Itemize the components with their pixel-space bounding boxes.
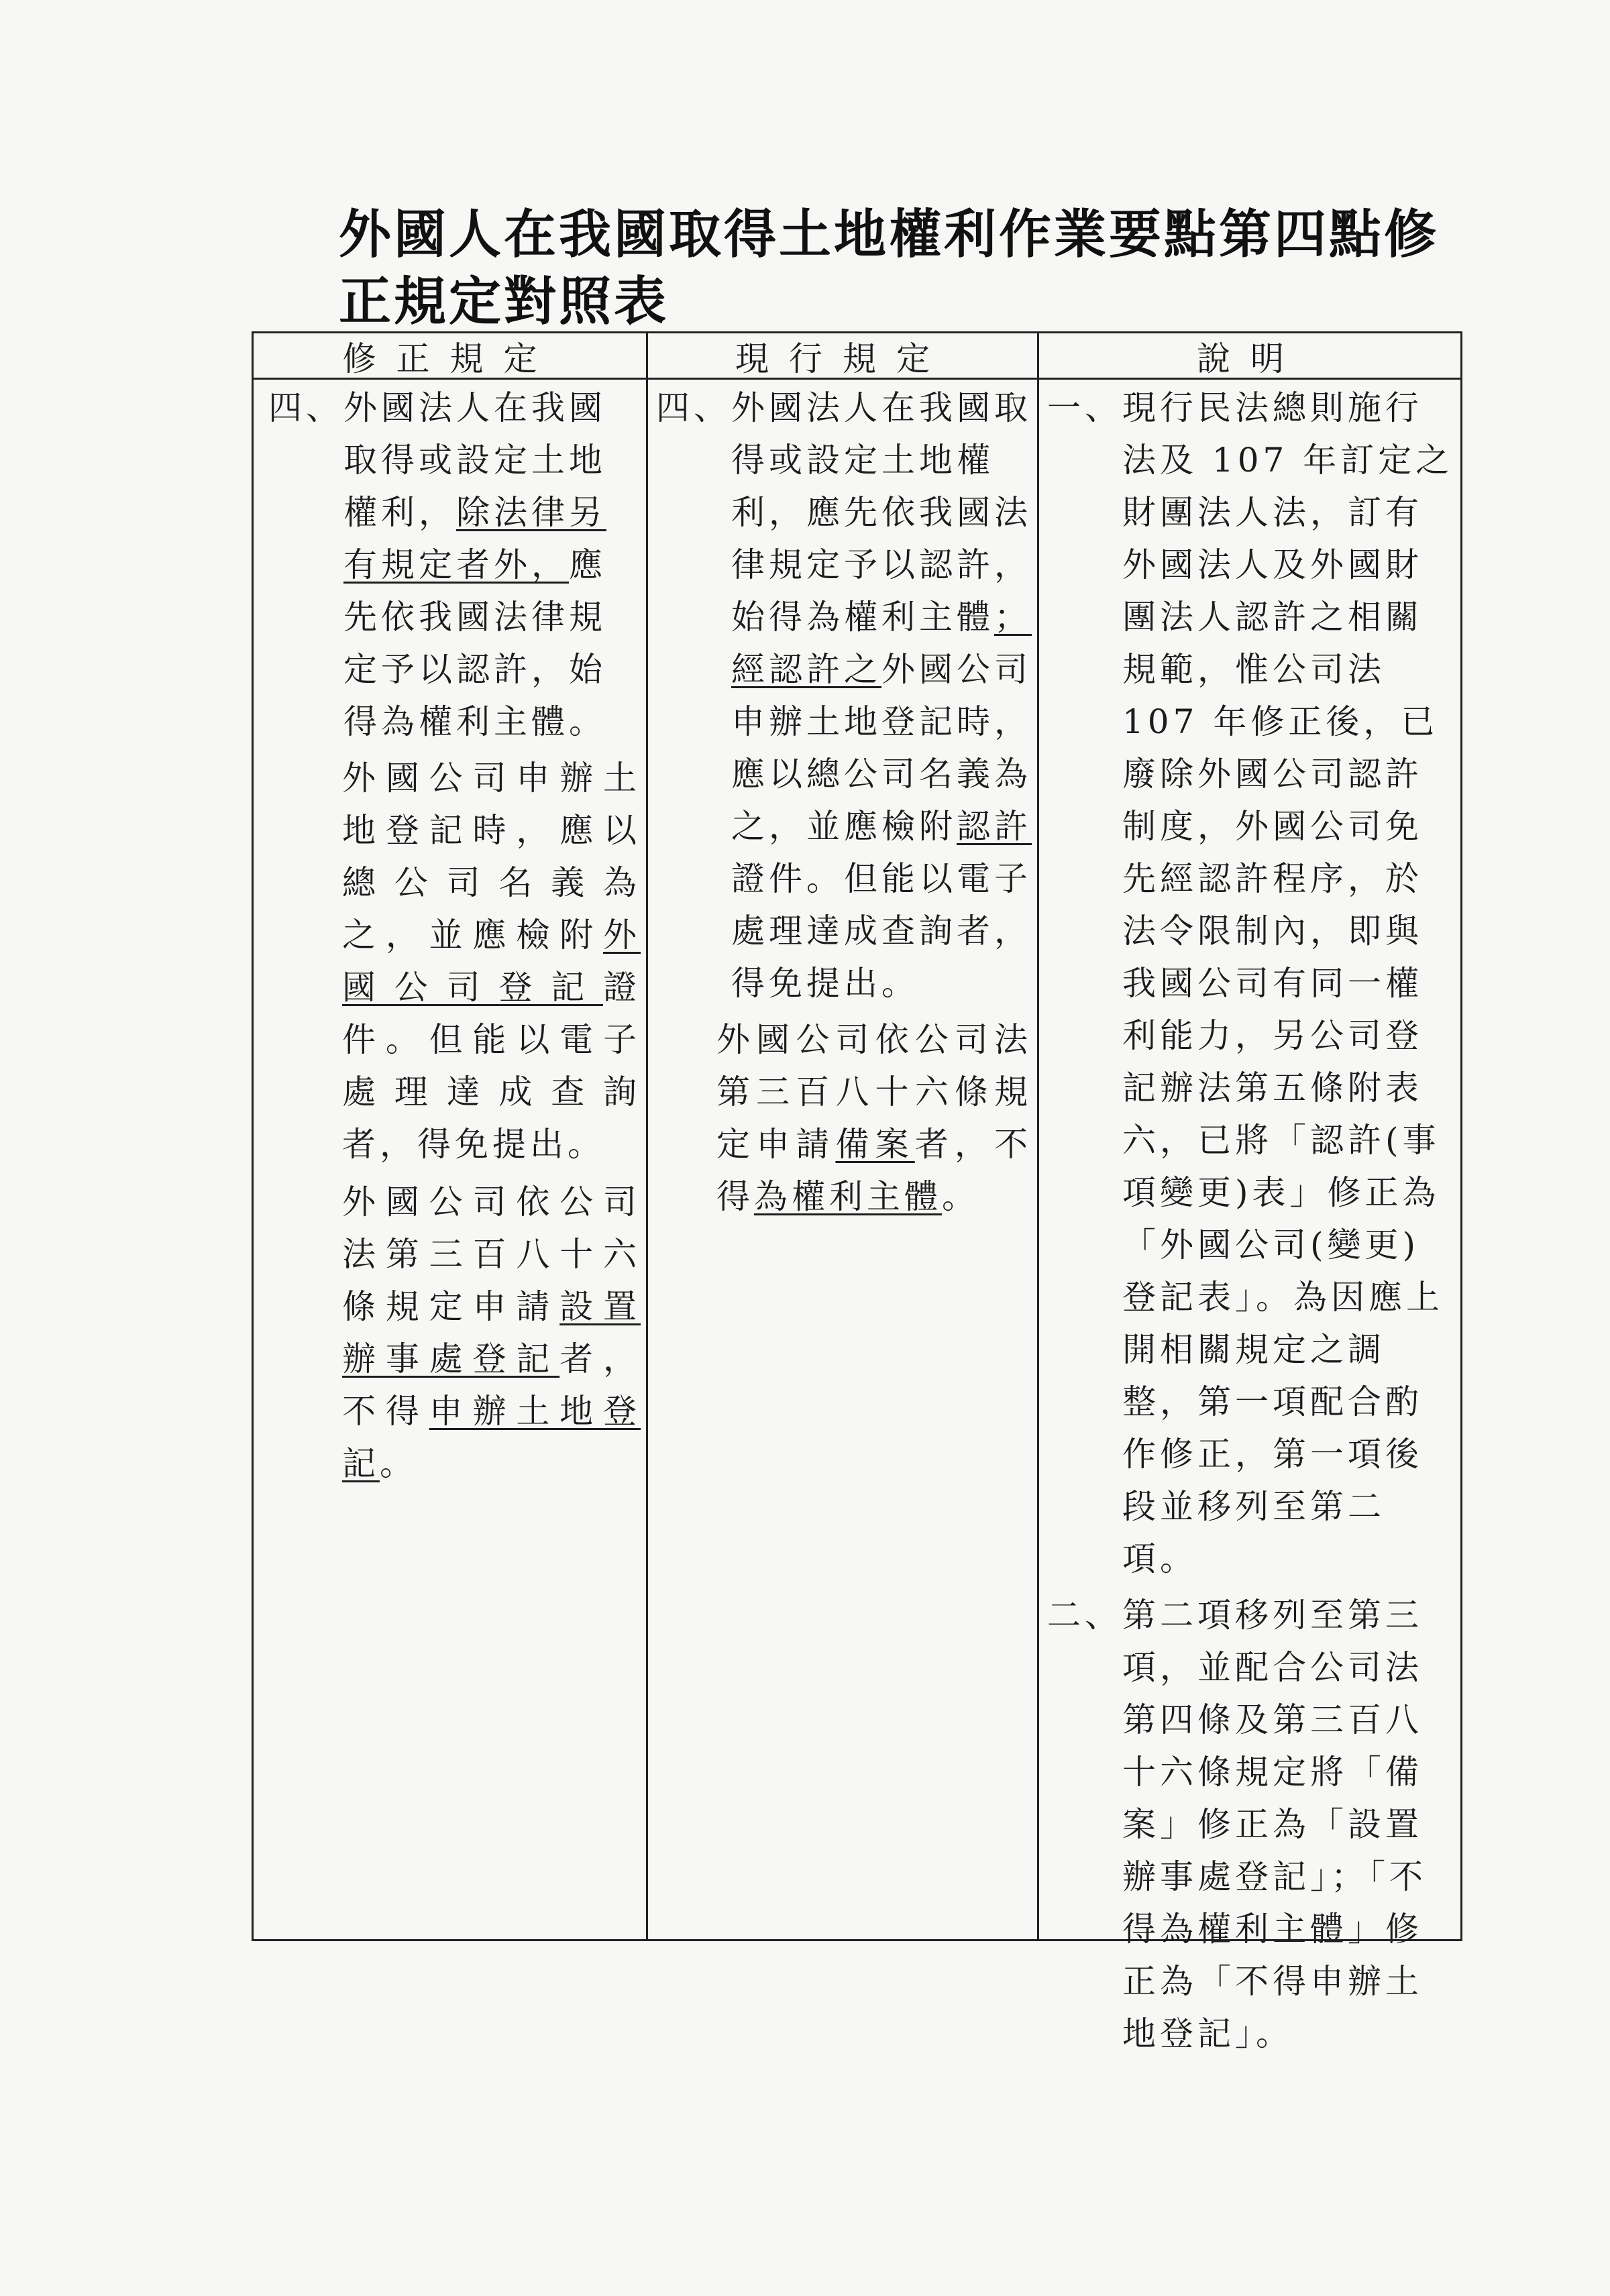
underlined-text: 備案 xyxy=(835,1125,915,1164)
comparison-table xyxy=(252,331,1462,2053)
document-title: 外國人在我國取得土地權利作業要點第四點修正規定對照表 xyxy=(339,205,1440,332)
text-run: 外國公司依公司法第三百八十六條規定申請 xyxy=(342,1183,641,1326)
amended-item xyxy=(268,382,641,748)
underlined-text: 外國公司登記 xyxy=(342,916,641,1007)
text-run: 者，不得 xyxy=(716,1125,1032,1216)
current-paragraph-2 xyxy=(656,1014,1032,1223)
underlined-text: 除法律另有規定者外， xyxy=(343,493,606,584)
amended-paragraph-3 xyxy=(268,1176,641,1490)
text-run: 外國公司依公司法第三百八十六條規定申請 xyxy=(716,1020,1032,1164)
explanation-text: 現行民法總則施行法及 107 年訂定之財團法人法，訂有外國法人及外國財團法人認許之相關規範，惟公司法 107 年修正後，已廢除外國公司認許制度，外國公司免先經認許程序，於法令限制內，即與我國公司有同一權利能力，另公司登記辦法第五條附表六，已將「認許(事項變更)表」修正為「外國公司(變更)登記表」。為因應上開相關規定之調整，第一項配合酌作修正，第一項後段並移列至第二項。 xyxy=(1122,388,1454,1578)
underlined-text: ；經認許之 xyxy=(731,598,1032,689)
item-marker: 二、 xyxy=(1047,1596,1122,1635)
text-run: 。 xyxy=(942,1177,979,1216)
text-run: 外國法人在我國取得或設定土地權利， xyxy=(343,388,606,532)
underlined-text: 申辦土地登記 xyxy=(342,1392,641,1483)
current-item xyxy=(656,382,1032,1009)
current-column xyxy=(656,382,1032,1228)
text-run: 。 xyxy=(380,1444,417,1483)
underlined-text: 為權利主體 xyxy=(754,1177,942,1216)
text-run: 外國公司申辦土地登記時，應以總公司名義為之，並應檢附 xyxy=(731,650,1032,846)
text-run: 外國法人在我國取得或設定土地權利，應先依我國法律規定予以認許，始得為權利主體 xyxy=(731,388,1032,637)
text-run: 應先依我國法律規定予以認許，始得為權利主體。 xyxy=(343,545,606,741)
current-item-text xyxy=(731,382,1032,1009)
text-run: 外國公司申辦土地登記時，應以總公司名義為之，並應檢附 xyxy=(342,759,641,954)
column-divider xyxy=(646,333,648,1939)
header-explanation: 說明 xyxy=(1197,339,1304,378)
column-divider xyxy=(1037,333,1039,1939)
explanation-text: 第二項移列至第三項，並配合公司法第四條及第三百八十六條規定將「備案」修正為「設置辦事處登記」；「不得為權利主體」修正為「不得申辦土地登記」。 xyxy=(1122,1596,1427,2053)
amended-column xyxy=(268,382,641,1495)
amended-item-text xyxy=(343,382,641,748)
header-amended: 修正規定 xyxy=(342,339,557,378)
item-marker: 四、 xyxy=(656,388,731,427)
text-run: 證件。但能以電子處理達成查詢者，得免提出。 xyxy=(342,968,641,1164)
underlined-text: 設置辦事處登記 xyxy=(342,1287,641,1378)
text-run: 者，不得 xyxy=(342,1340,641,1431)
amended-paragraph-2 xyxy=(268,752,641,1170)
explanation-item-1 xyxy=(1047,382,1456,1585)
explanation-item-2 xyxy=(1047,1589,1456,2060)
header-current: 現行規定 xyxy=(735,339,950,378)
underlined-text: 認許 xyxy=(957,807,1032,846)
explanation-column xyxy=(1047,382,1456,2064)
item-marker: 一、 xyxy=(1047,388,1122,427)
text-run: 證件。但能以電子處理達成查詢者，得免提出。 xyxy=(731,859,1032,1003)
item-marker: 四、 xyxy=(268,388,343,427)
